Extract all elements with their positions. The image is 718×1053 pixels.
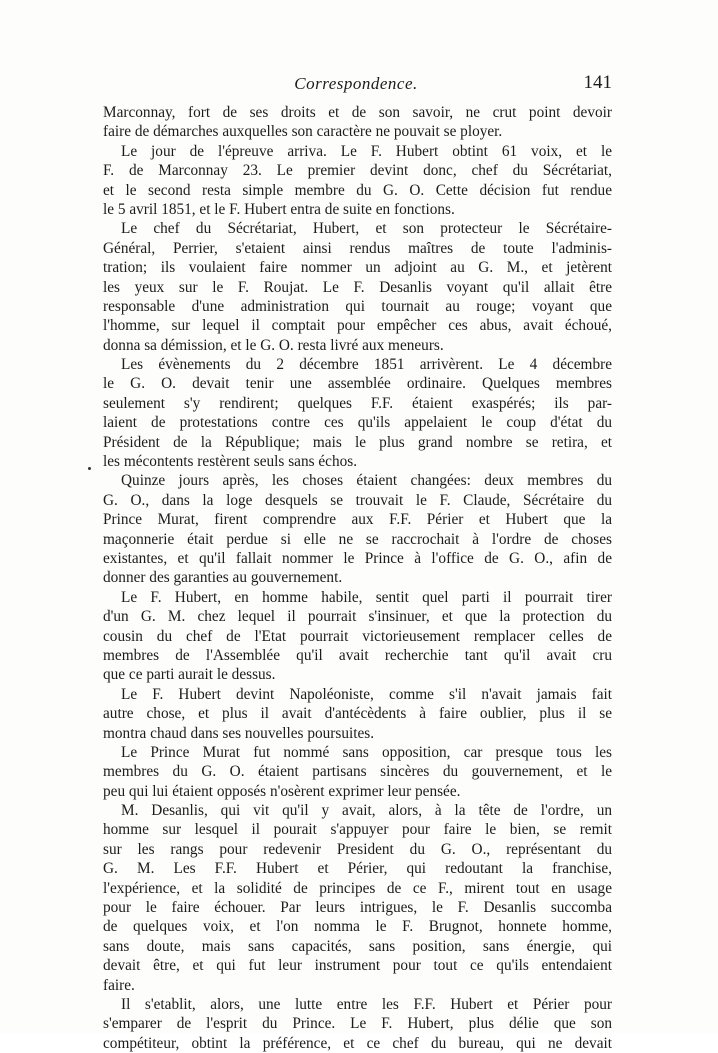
text-line: Le Prince Murat fut nommé sans opposition, car presque tous les [121,743,612,761]
text-line: laient de protestations contre ces qu'ils appelaient le coup d'état du [103,414,612,432]
text-line: G. M. Les F.F. Hubert et Périer, qui redoutant la franchise, [103,860,612,878]
text-line: Le chef du Sécrétariat, Hubert, et son protecteur le Sécrétaire- [121,220,612,238]
text-line: homme sur lesquel il pourait s'appuyer pour faire le bien, se remit [103,821,612,839]
text-line: d'un G. M. chez lequel il pourrait s'insinuer, et que la protection du [103,608,612,626]
text-line: les mécontents restèrent seuls sans échos. [103,453,358,471]
text-line: l'expérience, et la solidité de principes de ce F., mirent tout en usage [103,879,612,897]
page-header [100,70,612,96]
text-line: que ce parti aurait le dessus. [103,666,276,684]
text-line: membres de l'Assemblée qu'il avait recherchie tant qu'il avait cru [103,646,612,664]
text-line: l'homme, sur lequel il comptait pour empêcher ces abus, avait échoué, [103,317,612,335]
text-line: Prince Murat, firent comprendre aux F.F. Périer et Hubert que la [103,511,612,529]
text-line: devait être, et qui fut leur instrument pour tout ce qu'ils entendaient [103,957,612,975]
text-line: sans doute, mais sans capacités, sans position, sans énergie, qui [103,937,612,955]
text-line: existantes, et qu'il fallait nommer le Prince à l'office de G. O., afin de [103,549,612,567]
text-line: responsable d'une administration qui tournait au rouge; voyant que [103,297,612,315]
text-line: de quelques voix, et l'on nomma le F. Brugnot, honnete homme, [103,918,612,936]
text-line: F. de Marconnay 23. Le premier devint donc, chef du Sécrétariat, [103,162,612,180]
text-line: Le jour de l'épreuve arriva. Le F. Hubert obtint 61 voix, et le [121,142,612,160]
ink-speck [88,467,91,470]
text-line: G. O., dans la loge desquels se trouvait le F. Claude, Sécrétaire du [103,491,612,509]
text-line: peu qui lui étaient opposés n'osèrent exprimer leur pensée. [103,782,461,800]
text-line: Président de la République; mais le plus grand nombre se retira, et [103,433,612,451]
text-line: Le F. Hubert, en homme habile, sentit quel parti il pourrait tirer [121,588,612,606]
text-line: les yeux sur le F. Roujat. Le F. Desanlis voyant qu'il allait être [103,278,612,296]
text-line: donner des garanties au gouvernement. [103,569,343,587]
text-line: faire de démarches auxquelles son caractère ne pouvait se ployer. [103,123,503,141]
text-line: compétiteur, obtint la préférence, et ce chef du bureau, qui ne devait [103,1034,612,1052]
text-line: Les évènements du 2 décembre 1851 arrivèrent. Le 4 décembre [121,356,612,374]
text-line: donna sa démission, et le G. O. resta livré aux meneurs. [103,336,444,354]
text-line: autre chose, et plus il avait d'antécèdents à faire oublier, plus il se [103,705,612,723]
text-line: et le second resta simple membre du G. O. Cette décision fut rendue [103,181,612,199]
text-line: pour le faire échouer. Par leurs intrigues, le F. Desanlis succomba [103,899,612,917]
text-line: montra chaud dans ses nouvelles poursuites. [103,724,375,742]
text-line: le G. O. devait tenir une assemblée ordinaire. Quelques membres [103,375,612,393]
text-line: Général, Perrier, s'etaient ainsi rendus maîtres de toute l'adminis- [103,239,612,257]
text-line: Le F. Hubert devint Napoléoniste, comme s'il n'avait jamais fait [121,685,612,703]
running-title: Correspondence. [294,74,418,93]
text-line: Marconnay, fort de ses droits et de son savoir, ne crut point devoir [103,104,612,121]
text-line: le 5 avril 1851, et le F. Hubert entra de suite en fonctions. [103,200,455,218]
text-line: cousin du chef de l'Etat pourrait victorieusement remplacer celles de [103,627,612,645]
text-line: Il s'etablit, alors, une lutte entre les F.F. Hubert et Périer pour [121,995,612,1013]
text-line: M. Desanlis, qui vit qu'il y avait, alors, à la tête de l'ordre, un [121,802,612,820]
text-line: tration; ils voulaient faire nommer un adjoint au G. M., et jetèrent [103,259,612,277]
text-line: faire. [103,976,135,994]
body-text [103,103,612,1053]
page-number: 141 [583,72,612,93]
text-line: sur les rangs pour redevenir President du G. O., représentant du [103,840,612,858]
text-line: maçonnerie était perdue si elle ne se raccrochait à l'ordre de choses [103,530,612,548]
text-line: membres du G. O. étaient partisans sincères du gouvernement, et le [103,763,612,781]
text-line: Quinze jours après, les choses étaient changées: deux membres du [121,472,612,490]
text-line: s'emparer de l'esprit du Prince. Le F. Hubert, plus délie que son [103,1015,612,1033]
text-line: seulement s'y rendirent; quelques F.F. étaient exaspérés; ils par- [103,394,612,412]
